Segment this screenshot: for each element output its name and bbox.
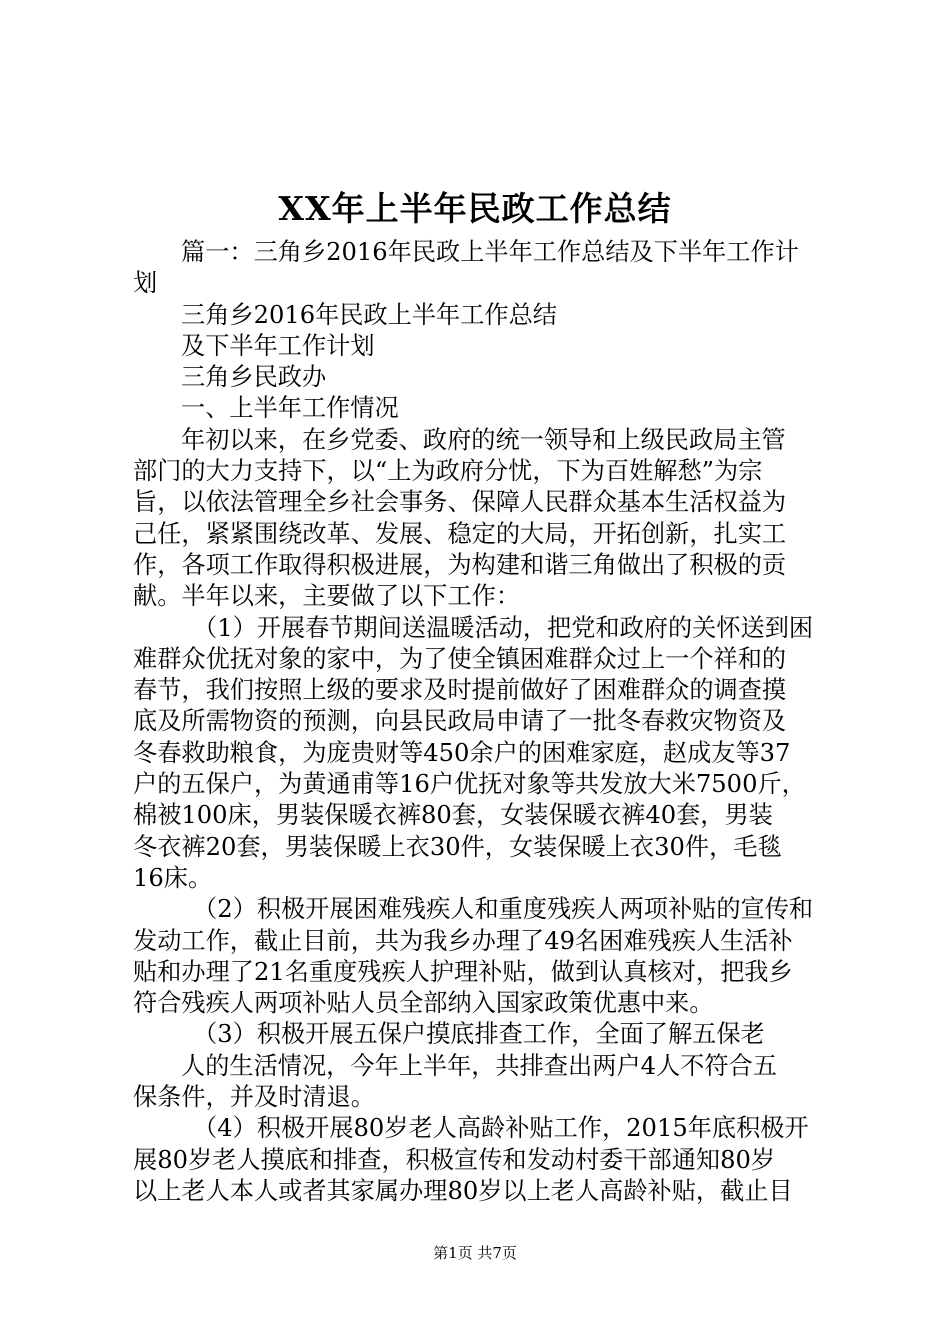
text-line: 保条件，并及时清退。 (133, 1083, 375, 1112)
text-line: 年初以来，在乡党委、政府的统一领导和上级民政局主管 (181, 425, 786, 454)
text-line: 展80岁老人摸底和排查，积极宣传和发动村委干部通知80岁 (133, 1145, 776, 1174)
document-body (133, 237, 825, 1207)
text-line: 三角乡2016年民政上半年工作总结 (181, 300, 557, 329)
text-line: 献。半年以来，主要做了以下工作： (133, 582, 521, 611)
document-title: XX年上半年民政工作总结 (278, 189, 672, 228)
text-line: 及下半年工作计划 (181, 331, 375, 360)
text-line: 16床。 (133, 863, 213, 892)
text-line: 人的生活情况，今年上半年，共排查出两户4人不符合五 (181, 1051, 777, 1080)
text-line: 作，各项工作取得积极进展，为构建和谐三角做出了积极的贡 (133, 550, 787, 579)
text-line: （1）开展春节期间送温暖活动，把党和政府的关怀送到困 (193, 613, 814, 642)
text-line: 冬春救助粮食，为庞贵财等450余户的困难家庭，赵成友等37 (133, 738, 791, 767)
page-footer: 第1页 共7页 (433, 1244, 517, 1262)
text-line: 一、上半年工作情况 (181, 394, 399, 423)
text-line: （3）积极开展五保户摸底排查工作，全面了解五保老 (193, 1020, 765, 1049)
text-line: （2）积极开展困难残疾人和重度残疾人两项补贴的宣传和 (193, 895, 814, 924)
text-line: 春节，我们按照上级的要求及时提前做好了困难群众的调查摸 (133, 676, 787, 705)
text-line: 符合残疾人两项补贴人员全部纳入国家政策优惠中来。 (133, 989, 714, 1018)
text-line: 棉被100床，男装保暖衣裤80套，女装保暖衣裤40套，男装 (133, 801, 773, 830)
text-line: 难群众优抚对象的家中，为了使全镇困难群众过上一个祥和的 (133, 644, 787, 673)
text-line: 篇一：三角乡2016年民政上半年工作总结及下半年工作计 (181, 238, 799, 266)
text-line: 冬衣裤20套，男装保暖上衣30件，女装保暖上衣30件，毛毯 (133, 832, 782, 861)
text-line: 划 (133, 269, 158, 298)
text-line: 部门的大力支持下，以“上为政府分忧，下为百姓解愁”为宗 (133, 457, 763, 486)
text-line: 三角乡民政办 (181, 363, 327, 392)
text-line: 己任，紧紧围绕改革、发展、稳定的大局，开拓创新，扎实工 (133, 519, 787, 548)
text-line: 以上老人本人或者其家属办理80岁以上老人高龄补贴，截止目 (133, 1176, 793, 1205)
text-line: 发动工作，截止目前，共为我乡办理了49名困难残疾人生活补 (133, 926, 793, 955)
text-line: 户的五保户，为黄通甫等16户优抚对象等共发放大米7500斤， (133, 770, 806, 799)
text-line: （4）积极开展80岁老人高龄补贴工作，2015年底积极开 (193, 1114, 809, 1143)
text-line: 旨，以依法管理全乡社会事务、保障人民群众基本生活权益为 (133, 488, 787, 517)
text-line: 底及所需物资的预测，向县民政局申请了一批冬春救灾物资及 (133, 707, 787, 736)
text-line: 贴和办理了21名重度残疾人护理补贴，做到认真核对，把我乡 (133, 957, 793, 986)
